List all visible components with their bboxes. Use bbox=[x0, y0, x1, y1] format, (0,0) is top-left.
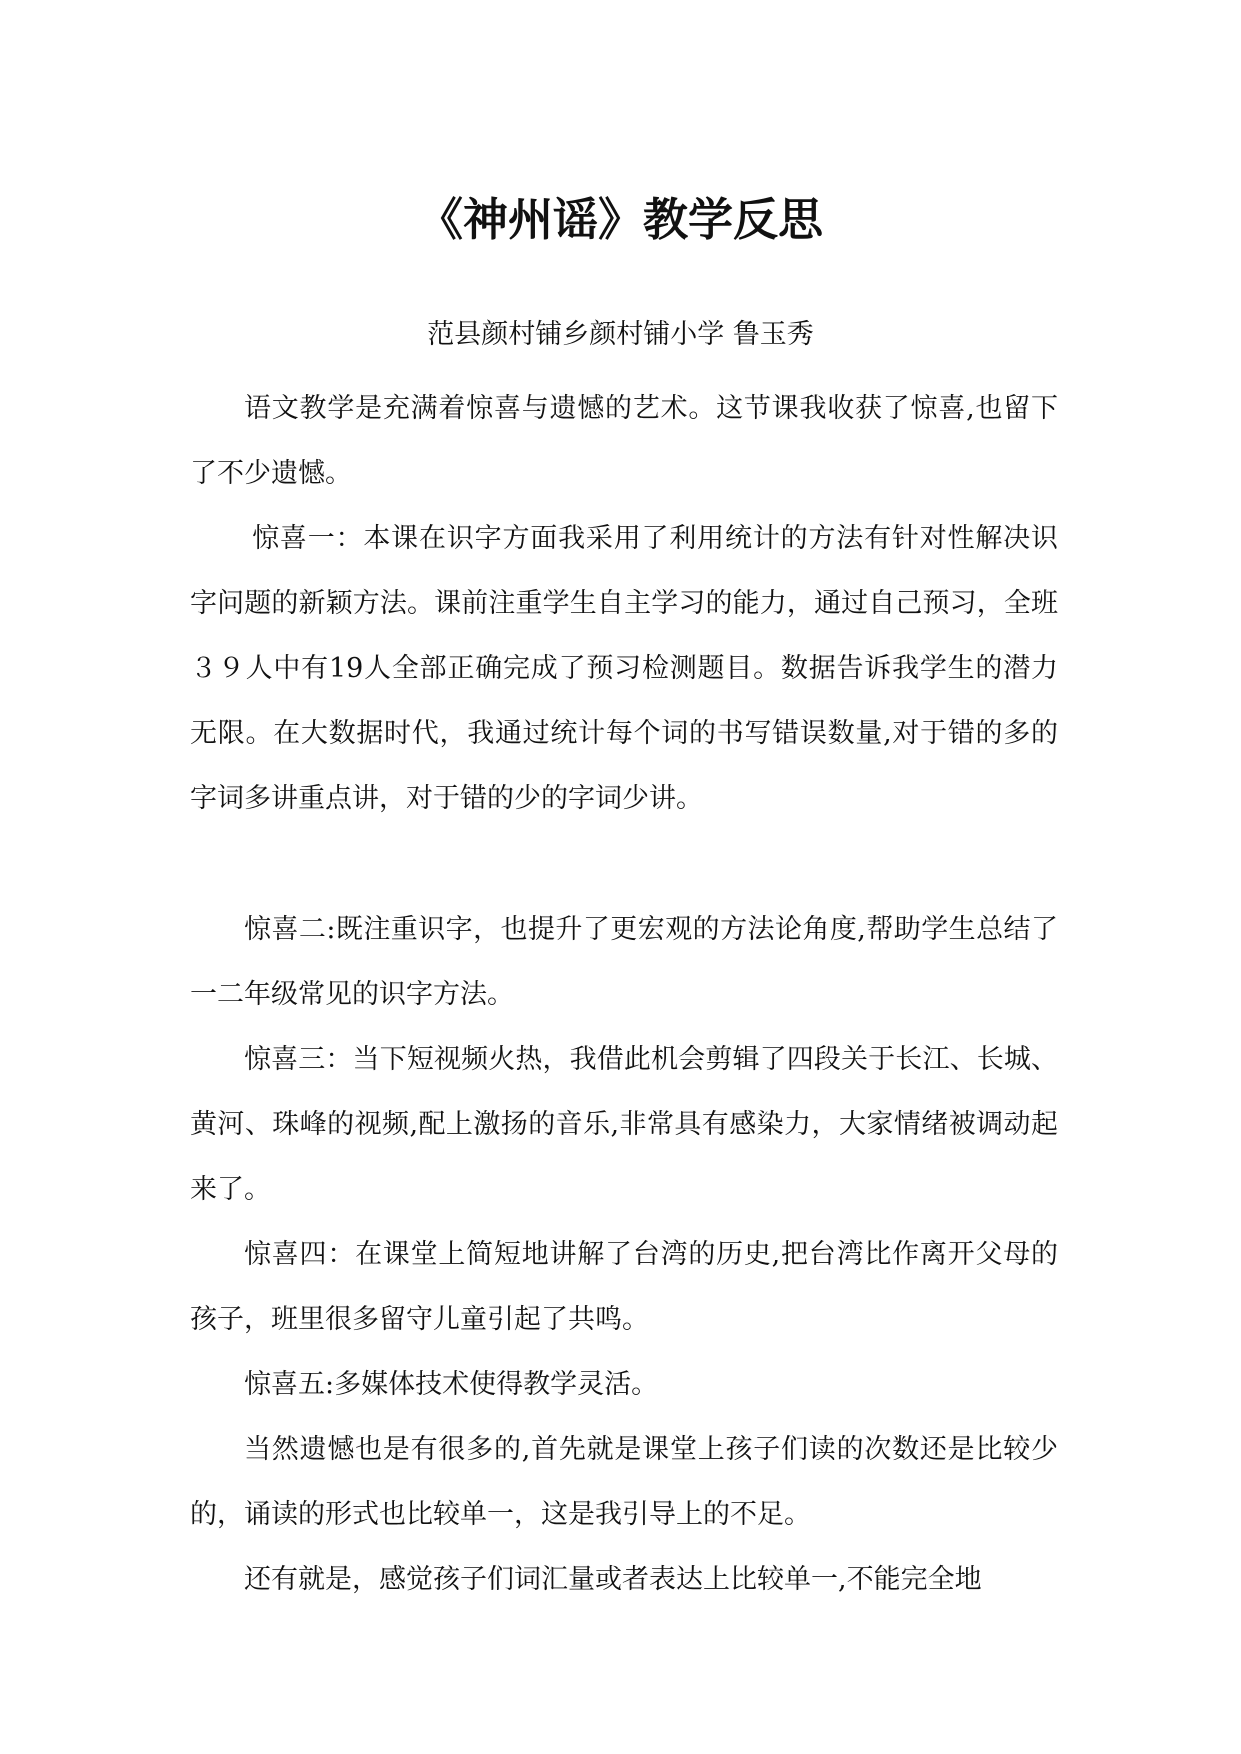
paragraph-surprise-5: 惊喜五:多媒体技术使得教学灵活。 bbox=[244, 1369, 659, 1400]
paragraph-surprise-3: 惊喜三：当下短视频火热，我借此机会剪辑了四段关于长江、长城、黄河、珠峰的视频,配上激扬的音乐,非常具有感染力，大家情绪被调动起来了。 bbox=[190, 1044, 1058, 1205]
paragraph-surprise-2: 惊喜二:既注重识字，也提升了更宏观的方法论角度,帮助学生总结了一二年级常见的识字方法。 bbox=[190, 914, 1058, 1010]
paragraph-regret-1: 当然遗憾也是有很多的,首先就是课堂上孩子们读的次数还是比较少的，诵读的形式也比较单一，这是我引导上的不足。 bbox=[190, 1434, 1058, 1530]
paragraph-surprise-4: 惊喜四：在课堂上简短地讲解了台湾的历史,把台湾比作离开父母的孩子，班里很多留守儿童引起了共鸣。 bbox=[190, 1239, 1058, 1335]
document-body bbox=[190, 376, 1058, 1612]
paragraph-intro: 语文教学是充满着惊喜与遗憾的艺术。这节课我收获了惊喜,也留下了不少遗憾。 bbox=[190, 393, 1058, 489]
document-title: 《神州谣》教学反思 bbox=[417, 193, 823, 246]
paragraph-surprise-1: 惊喜一：本课在识字方面我采用了利用统计的方法有针对性解决识字问题的新颖方法。课前注重学生自主学习的能力，通过自己预习，全班３９人中有19人全部正确完成了预习检测题目。数据告诉我学生的潜力无限。在大数据时代，我通过统计每个词的书写错误数量,对于错的多的字词多讲重点讲，对于错的少的字词少讲。 bbox=[190, 523, 1058, 814]
author-line: 范县颜村铺乡颜村铺小学 鲁玉秀 bbox=[427, 319, 814, 350]
paragraph-regret-2: 还有就是，感觉孩子们词汇量或者表达上比较单一,不能完全地 bbox=[244, 1564, 982, 1595]
